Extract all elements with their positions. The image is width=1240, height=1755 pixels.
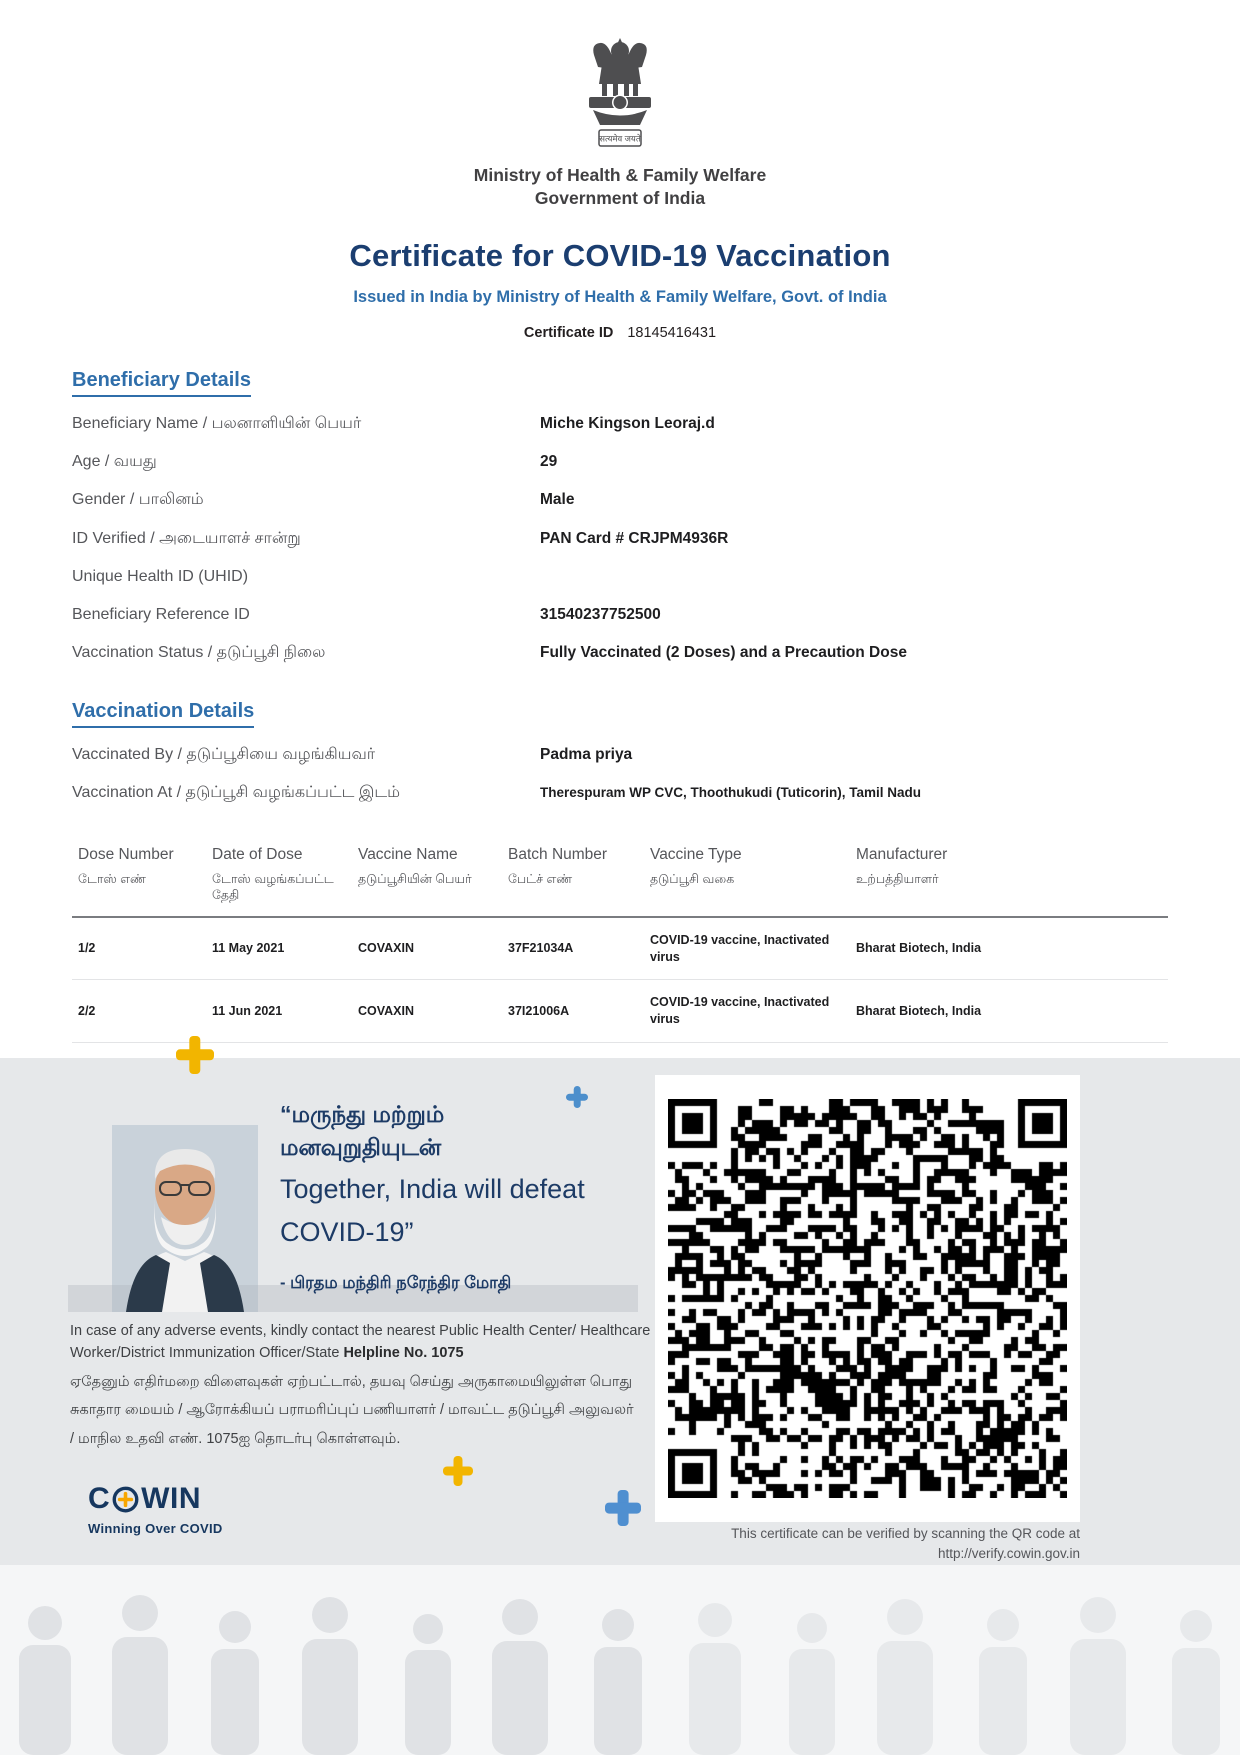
field-value: 31540237752500 (540, 605, 661, 623)
field-label: Vaccinated By / தடுப்பூசியை வழங்கியவர் (72, 746, 376, 764)
field-label: Vaccination At / தடுப்பூசி வழங்கப்பட்ட இடம் (72, 784, 400, 802)
certificate-title: Certificate for COVID-19 Vaccination (349, 238, 891, 274)
column-label-en: Manufacturer (856, 846, 948, 864)
ministry-name: Ministry of Health & Family Welfare (473, 165, 767, 185)
field-value: Male (540, 491, 575, 509)
field-label: Vaccination Status / தடுப்பூசி நிலை (72, 643, 326, 661)
field-value: Miche Kingson Leoraj.d (540, 415, 715, 433)
column-label-ta: தடுப்பூசியின் பெயர் (358, 872, 472, 887)
government-name: Government of India (534, 188, 706, 209)
table-cell: 37F21034A (508, 917, 650, 980)
vaccination-details-rows (72, 736, 1168, 812)
cowin-tagline: Winning Over COVID (88, 1521, 223, 1536)
column-label-en: Date of Dose (212, 846, 303, 864)
verify-text: This certificate can be verified by scanning the QR code at (731, 1526, 1080, 1541)
column-label-ta: டோஸ் வழங்கப்பட்ட தேதி (212, 872, 334, 903)
certificate-id-value: 18145416431 (627, 325, 717, 342)
verify-note (731, 1524, 1080, 1565)
cowin-logo-text-c: C (88, 1482, 111, 1515)
quote-attribution: - பிரதம மந்திரி நரேந்திர மோதி (280, 1274, 512, 1293)
row-vaccinated-by (72, 736, 1168, 774)
beneficiary-details-rows (72, 405, 1168, 672)
table-row-dose-2 (72, 980, 1168, 1043)
table-header-vaccine-type (650, 846, 856, 917)
column-label-ta: பேட்ச் எண் (508, 872, 573, 887)
plus-decoration-icon (605, 1490, 641, 1526)
column-label-en: Dose Number (78, 846, 174, 864)
quote-line-english-2: COVID-19” (280, 1217, 414, 1248)
table-cell: COVID-19 vaccine, Inactivated virus (650, 917, 856, 980)
field-label: ID Verified / அடையாளச் சான்று (72, 529, 301, 547)
table-cell: 11 Jun 2021 (212, 980, 358, 1043)
field-label: Beneficiary Reference ID (72, 605, 250, 623)
beneficiary-details-heading: Beneficiary Details (72, 369, 251, 397)
certificate-id-row (0, 325, 1240, 341)
certificate-subtitle: Issued in India by Ministry of Health & Family Welfare, Govt. of India (353, 288, 887, 307)
adverse-events-text-tamil: ஏதேனும் எதிர்மறை விளைவுகள் ஏற்பட்டால், தயவு செய்து அருகாமையிலுள்ள பொது சுகாதார மையம் / ஆரோக்கியப் பராமரிப்புப் பணியாளர் / மாவட்ட தடுப்பூசி அலுவலர் / மாநில உதவி எண். 1075ஐ தொடர்பு கொள்ளவும். (70, 1374, 634, 1447)
quote-line-tamil-2: மனவுறுதியுடன் (280, 1134, 442, 1161)
quote-line-english-1: Together, India will defeat (280, 1173, 585, 1204)
field-value: Padma priya (540, 746, 633, 764)
cowin-plus-icon (112, 1486, 139, 1513)
row-vaccination-at (72, 774, 1168, 812)
field-value: 29 (540, 453, 558, 471)
qr-code (655, 1075, 1080, 1522)
adverse-events-text-body: In case of any adverse events, kindly contact the nearest Public Health Center/ Healthcare Worker/District Immunization Officer/State (70, 1323, 651, 1362)
row-beneficiary-name (72, 405, 1168, 443)
table-header-date-of-dose (212, 846, 358, 917)
helpline-number: Helpline No. 1075 (343, 1345, 464, 1362)
table-cell: Bharat Biotech, India (856, 980, 1168, 1043)
row-gender (72, 481, 1168, 519)
table-cell: 37I21006A (508, 980, 650, 1043)
cowin-logo (88, 1482, 223, 1536)
field-label: Gender / பாலினம் (72, 491, 204, 509)
column-label-ta: டோஸ் எண் (78, 872, 146, 887)
row-vaccination-status (72, 634, 1168, 672)
dose-table-header-row (72, 846, 1168, 917)
people-illustration (0, 1565, 1240, 1755)
row-beneficiary-reference-id (72, 596, 1168, 634)
plus-decoration-icon (443, 1456, 473, 1486)
column-label-ta: தடுப்பூசி வகை (650, 872, 735, 887)
quote-line-tamil-1: “மருந்து மற்றும் (280, 1101, 445, 1127)
column-label-en: Batch Number (508, 846, 608, 864)
table-cell: COVID-19 vaccine, Inactivated virus (650, 980, 856, 1043)
table-row-dose-1 (72, 917, 1168, 980)
table-header-vaccine-name (358, 846, 508, 917)
field-label: Unique Health ID (UHID) (72, 567, 249, 585)
pm-quote (280, 1098, 620, 1295)
table-cell: 1/2 (72, 917, 212, 980)
field-value: Fully Vaccinated (2 Doses) and a Precaution Dose (540, 643, 907, 661)
field-label: Age / வயது (72, 453, 157, 471)
vaccination-details-heading: Vaccination Details (72, 700, 254, 728)
emblem-motto: सत्यमेव जयते (599, 133, 641, 144)
prime-minister-photo (112, 1125, 258, 1312)
row-uhid (72, 558, 1168, 596)
table-cell: COVAXIN (358, 917, 508, 980)
column-label-en: Vaccine Name (358, 846, 458, 864)
plus-decoration-icon (176, 1036, 214, 1074)
column-label-en: Vaccine Type (650, 846, 742, 864)
table-cell: 11 May 2021 (212, 917, 358, 980)
table-cell: 2/2 (72, 980, 212, 1043)
row-age (72, 443, 1168, 481)
table-header-batch-number (508, 846, 650, 917)
table-cell: Bharat Biotech, India (856, 917, 1168, 980)
table-header-manufacturer (856, 846, 1168, 917)
qr-code-canvas (668, 1099, 1067, 1498)
cowin-logo-text-win: WIN (141, 1482, 201, 1515)
adverse-events-text (70, 1320, 652, 1365)
table-header-dose-number (72, 846, 212, 917)
certificate-id-label: Certificate ID (523, 325, 614, 342)
field-label: Beneficiary Name / பலனாளியின் பெயர் (72, 415, 362, 433)
field-value: Therespuram WP CVC, Thoothukudi (Tuticorin), Tamil Nadu (540, 785, 922, 801)
national-emblem-icon (572, 34, 668, 156)
field-value: PAN Card # CRJPM4936R (540, 529, 729, 547)
row-id-verified (72, 520, 1168, 558)
column-label-ta: உற்பத்தியாளர் (856, 872, 939, 887)
verify-url: http://verify.cowin.gov.in (937, 1546, 1080, 1562)
table-cell: COVAXIN (358, 980, 508, 1043)
certificate-footer (0, 1058, 1240, 1755)
certificate-header (0, 0, 1240, 210)
